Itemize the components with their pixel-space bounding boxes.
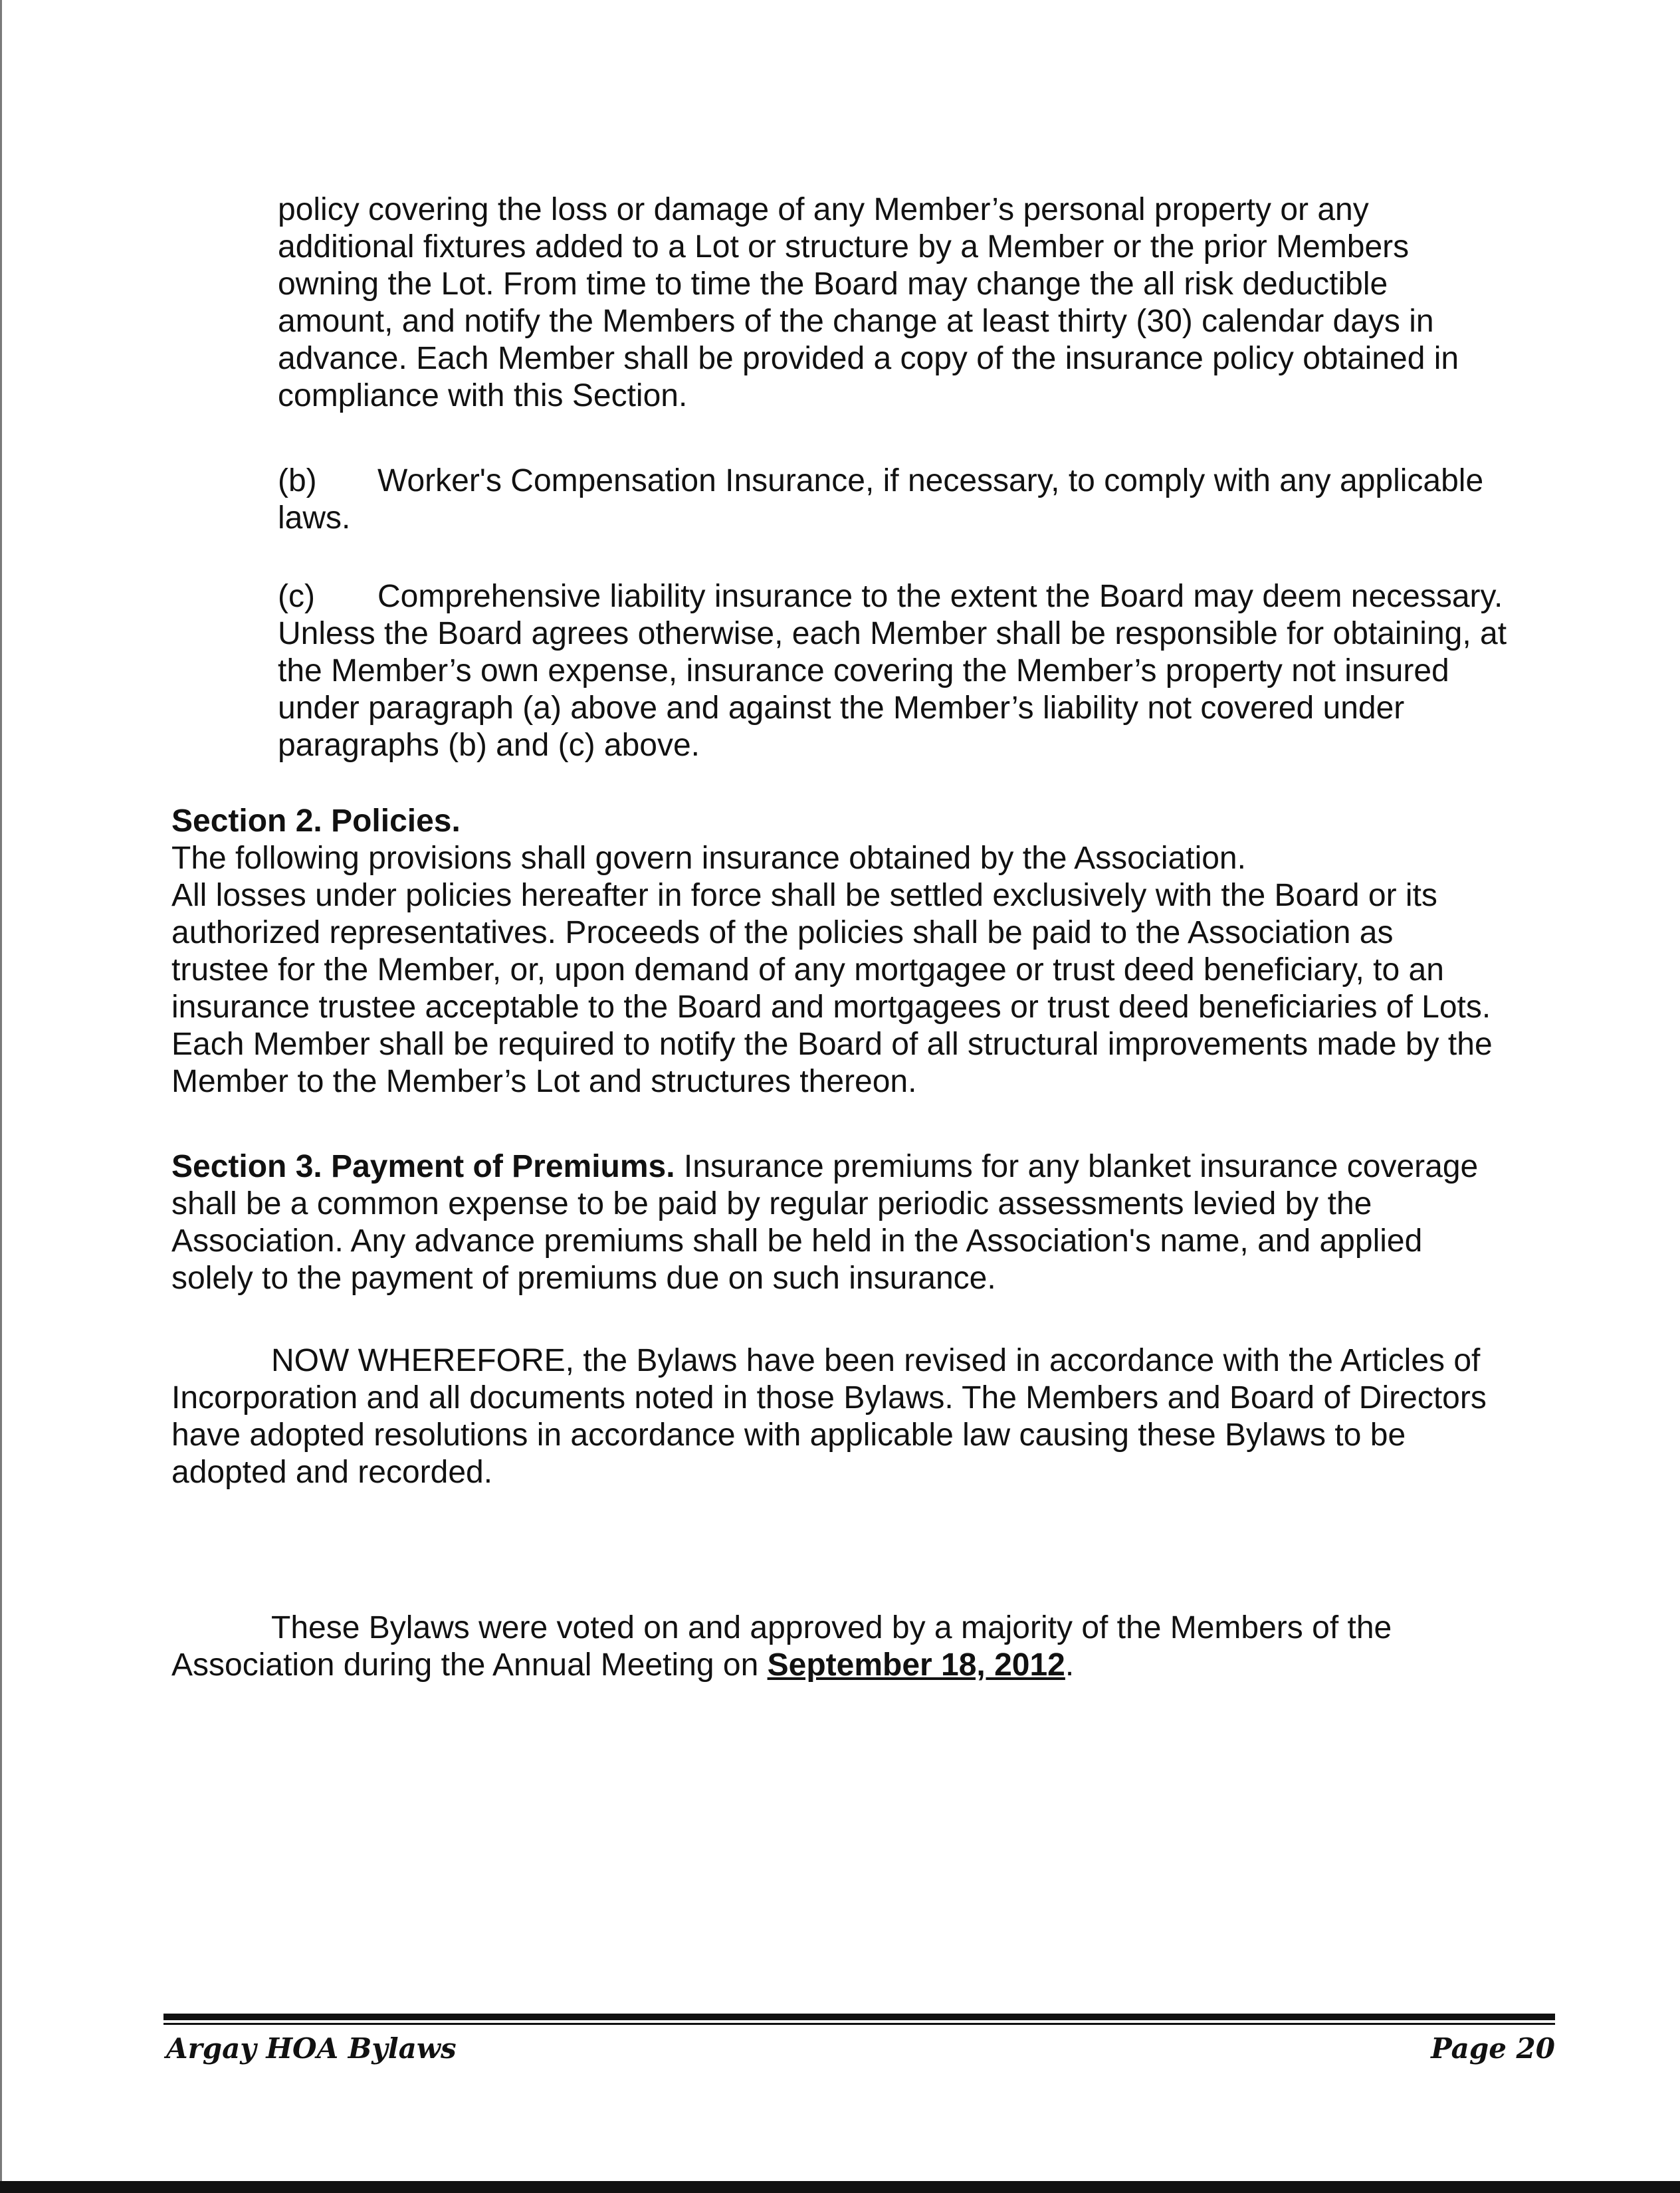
text-line: shall be a common expense to be paid by regular periodic assessments levied by the [171,1186,1372,1221]
text-line: trustee for the Member, or, upon demand of any mortgagee or trust deed beneficiary, to an [171,952,1444,988]
text-line: Association during the Annual Meeting on [171,1647,768,1683]
section-heading: Section 2. Policies. [171,803,461,839]
item-text: Comprehensive liability insurance to the extent the Board may deem necessary. [377,579,1503,614]
text-line: amount, and notify the Members of the change at least thirty (30) calendar days in [278,304,1434,339]
text-line: paragraphs (b) and (c) above. [278,728,700,763]
text-line: insurance trustee acceptable to the Board and mortgagees or trust deed beneficiaries of Lots. [171,990,1491,1025]
footer-page-number: Page 20 [1431,2032,1555,2065]
section-heading: Section 3. Payment of Premiums. [171,1149,675,1184]
footer-document-title: Argay HOA Bylaws [166,2032,457,2065]
insurance-item-a-continuation [278,191,1574,415]
text-line: The following provisions shall govern insurance obtained by the Association. [171,841,1246,876]
footer-rule-thin [163,2023,1555,2025]
text-line: compliance with this Section. [278,378,688,413]
text-line: owning the Lot. From time to time the Board may change the all risk deductible [278,266,1388,302]
text-line: solely to the payment of premiums due on such insurance. [171,1261,996,1296]
text-line: Incorporation and all documents noted in those Bylaws. The Members and Board of Directors [171,1380,1487,1415]
text-line: adopted and recorded. [171,1455,493,1490]
text-line: NOW WHEREFORE, the Bylaws have been revised in accordance with the Articles of [271,1343,1481,1378]
text-line: Unless the Board agrees otherwise, each Member shall be responsible for obtaining, at [278,616,1507,651]
item-label: (c) [278,579,315,614]
text-line: additional fixtures added to a Lot or structure by a Member or the prior Members [278,229,1410,264]
item-label: (b) [278,463,317,498]
text-line: policy covering the loss or damage of any Member’s personal property or any [278,192,1369,227]
section-3-payment-of-premiums [171,1148,1567,1297]
text-line: under paragraph (a) above and against the Member’s liability not covered under [278,690,1405,726]
text-line: . [1065,1647,1075,1683]
approval-date: September 18, 2012 [767,1647,1065,1683]
item-text: Worker's Compensation Insurance, if necessary, to comply with any applicable [377,463,1484,498]
insurance-item-c [278,578,1574,764]
text-line: Member to the Member’s Lot and structures thereon. [171,1064,917,1099]
section-2-policies [171,803,1567,1100]
insurance-item-b [278,463,1574,537]
text-line: These Bylaws were voted on and approved by a majority of the Members of the [271,1610,1392,1645]
text-line: advance. Each Member shall be provided a copy of the insurance policy obtained in [278,341,1459,376]
text-line: Insurance premiums for any blanket insurance coverage [675,1149,1479,1184]
scan-left-edge [0,0,2,2193]
text-line: the Member’s own expense, insurance covering the Member’s property not insured [278,653,1449,688]
text-line: laws. [278,500,351,536]
text-line: authorized representatives. Proceeds of the policies shall be paid to the Association as [171,915,1394,950]
text-line: Association. Any advance premiums shall be held in the Association's name, and applied [171,1223,1423,1259]
text-line: have adopted resolutions in accordance with applicable law causing these Bylaws to be [171,1417,1406,1453]
scan-bottom-edge [0,2181,1680,2193]
wherefore-paragraph [171,1342,1567,1491]
text-line: All losses under policies hereafter in force shall be settled exclusively with the Board or its [171,878,1437,913]
footer-rule [163,2014,1555,2020]
approval-paragraph [171,1610,1567,1684]
text-line: Each Member shall be required to notify the Board of all structural improvements made by the [171,1027,1493,1062]
